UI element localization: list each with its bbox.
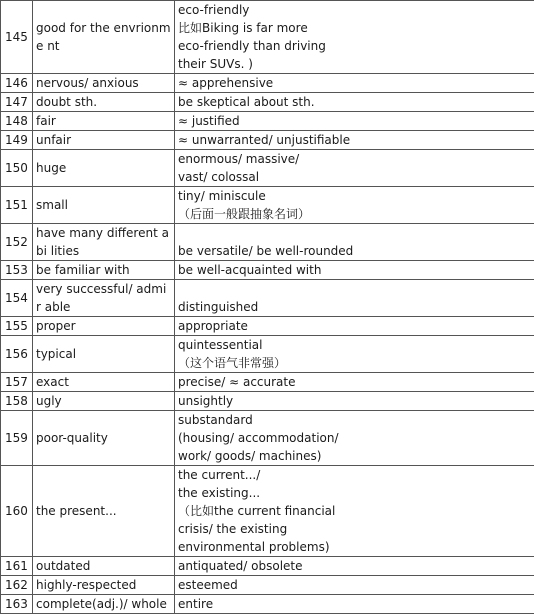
alternative-line: quintessential xyxy=(178,336,531,354)
row-number: 161 xyxy=(1,557,33,576)
advanced-alternative xyxy=(175,187,534,224)
table-row xyxy=(1,280,534,317)
row-number: 147 xyxy=(1,93,33,112)
plain-word: the present... xyxy=(33,466,175,557)
row-number: 159 xyxy=(1,411,33,466)
table-row xyxy=(1,261,534,280)
row-number: 148 xyxy=(1,112,33,131)
advanced-alternative xyxy=(175,576,534,595)
table-row xyxy=(1,595,534,614)
alternative-line: （这个语气非常强） xyxy=(178,354,531,372)
row-number: 158 xyxy=(1,392,33,411)
alternative-line: eco-friendly than driving xyxy=(178,37,531,55)
row-number: 156 xyxy=(1,336,33,373)
plain-word: complete(adj.)/ whole xyxy=(33,595,175,614)
alternative-line: the existing... xyxy=(178,484,531,502)
plain-word: huge xyxy=(33,150,175,187)
plain-word: small xyxy=(33,187,175,224)
row-number: 162 xyxy=(1,576,33,595)
row-number: 150 xyxy=(1,150,33,187)
row-number: 146 xyxy=(1,74,33,93)
alternative-line: (housing/ accommodation/ xyxy=(178,429,531,447)
alternative-line: substandard xyxy=(178,411,531,429)
plain-word: exact xyxy=(33,373,175,392)
row-number: 160 xyxy=(1,466,33,557)
row-number: 153 xyxy=(1,261,33,280)
alternative-line: tiny/ miniscule xyxy=(178,187,531,205)
table-row xyxy=(1,112,534,131)
alternative-line: appropriate xyxy=(178,317,531,335)
plain-word: good for the envrionme nt xyxy=(33,1,175,74)
plain-word: doubt sth. xyxy=(33,93,175,112)
advanced-alternative xyxy=(175,595,534,614)
plain-word: nervous/ anxious xyxy=(33,74,175,93)
table-row xyxy=(1,74,534,93)
plain-word: unfair xyxy=(33,131,175,150)
plain-word: fair xyxy=(33,112,175,131)
alternative-line: ≈ justified xyxy=(178,112,531,130)
advanced-alternative xyxy=(175,466,534,557)
advanced-alternative xyxy=(175,261,534,280)
row-number: 154 xyxy=(1,280,33,317)
table-row xyxy=(1,392,534,411)
row-number: 152 xyxy=(1,224,33,261)
row-number: 149 xyxy=(1,131,33,150)
table-row xyxy=(1,187,534,224)
advanced-alternative xyxy=(175,392,534,411)
alternative-line: antiquated/ obsolete xyxy=(178,557,531,575)
advanced-alternative xyxy=(175,411,534,466)
alternative-line: 比如Biking is far more xyxy=(178,19,531,37)
row-number: 145 xyxy=(1,1,33,74)
alternative-line: distinguished xyxy=(178,298,531,316)
table-row xyxy=(1,373,534,392)
alternative-line: precise/ ≈ accurate xyxy=(178,373,531,391)
plain-word: have many different abi lities xyxy=(33,224,175,261)
alternative-line: be skeptical about sth. xyxy=(178,93,531,111)
table-row xyxy=(1,131,534,150)
alternative-line: （比如the current financial xyxy=(178,502,531,520)
advanced-alternative xyxy=(175,131,534,150)
row-number: 157 xyxy=(1,373,33,392)
advanced-alternative xyxy=(175,373,534,392)
plain-word: ugly xyxy=(33,392,175,411)
alternative-line: their SUVs. ) xyxy=(178,55,531,73)
plain-word: highly-respected xyxy=(33,576,175,595)
advanced-alternative xyxy=(175,112,534,131)
row-number: 155 xyxy=(1,317,33,336)
table-row xyxy=(1,1,534,74)
table-row xyxy=(1,466,534,557)
plain-word: very successful/ admir able xyxy=(33,280,175,317)
plain-word: typical xyxy=(33,336,175,373)
plain-word: be familiar with xyxy=(33,261,175,280)
advanced-alternative xyxy=(175,1,534,74)
table-row xyxy=(1,150,534,187)
row-number: 151 xyxy=(1,187,33,224)
alternative-line: ≈ apprehensive xyxy=(178,74,531,92)
advanced-alternative xyxy=(175,557,534,576)
alternative-line: crisis/ the existing xyxy=(178,520,531,538)
advanced-alternative xyxy=(175,74,534,93)
row-number: 163 xyxy=(1,595,33,614)
alternative-line: the current.../ xyxy=(178,466,531,484)
alternative-line: ≈ unwarranted/ unjustifiable xyxy=(178,131,531,149)
advanced-alternative xyxy=(175,93,534,112)
plain-word: poor-quality xyxy=(33,411,175,466)
advanced-alternative xyxy=(175,224,534,261)
alternative-line: be well-acquainted with xyxy=(178,261,531,279)
table-row xyxy=(1,93,534,112)
plain-word: proper xyxy=(33,317,175,336)
table-row xyxy=(1,411,534,466)
alternative-line: be versatile/ be well-rounded xyxy=(178,242,531,260)
advanced-alternative xyxy=(175,336,534,373)
alternative-line: vast/ colossal xyxy=(178,168,531,186)
advanced-alternative xyxy=(175,317,534,336)
plain-word: outdated xyxy=(33,557,175,576)
table-row xyxy=(1,224,534,261)
advanced-alternative xyxy=(175,150,534,187)
alternative-line: （后面一般跟抽象名词） xyxy=(178,205,531,223)
alternative-line: entire xyxy=(178,595,531,613)
alternative-line: work/ goods/ machines) xyxy=(178,447,531,465)
advanced-alternative xyxy=(175,280,534,317)
alternative-line: eco-friendly xyxy=(178,1,531,19)
table-row xyxy=(1,576,534,595)
alternative-line: esteemed xyxy=(178,576,531,594)
table-row xyxy=(1,336,534,373)
table-row xyxy=(1,317,534,336)
alternative-line: enormous/ massive/ xyxy=(178,150,531,168)
table-row xyxy=(1,557,534,576)
alternative-line: unsightly xyxy=(178,392,531,410)
alternative-line: environmental problems) xyxy=(178,538,531,556)
